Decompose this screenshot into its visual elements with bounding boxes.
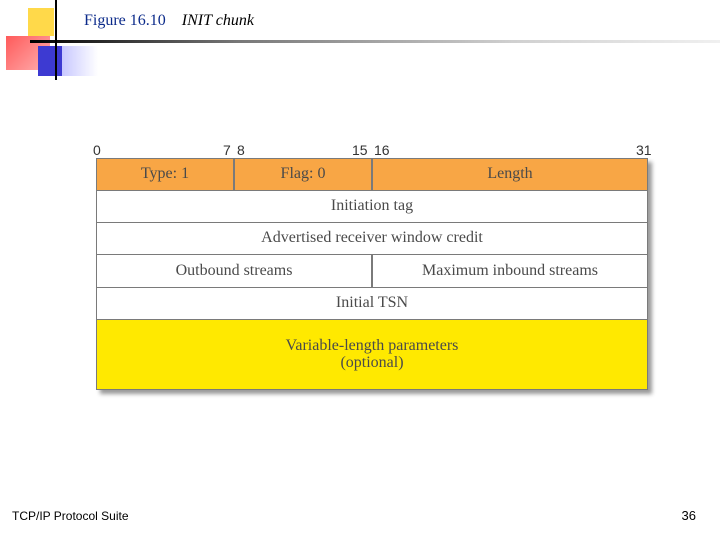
variable-params-field <box>96 319 648 390</box>
bit-label-15: 15 <box>352 142 368 158</box>
footer-source: TCP/IP Protocol Suite <box>12 509 129 523</box>
variable-params-label: Variable-length parameters <box>285 336 459 354</box>
adv-window-row <box>96 222 648 255</box>
decor-vertical-line <box>55 0 57 80</box>
page-number: 36 <box>681 508 696 523</box>
initiation-tag-row <box>96 190 648 223</box>
params-row <box>96 319 648 390</box>
flag-field: Flag: 0 <box>234 158 372 191</box>
init-chunk-diagram <box>96 158 648 390</box>
bit-label-8: 8 <box>237 142 245 158</box>
initial-tsn-field: Initial TSN <box>96 287 648 320</box>
figure-number: Figure 16.10 <box>84 12 166 29</box>
variable-params-note: (optional) <box>340 353 404 371</box>
decor-horizontal-line <box>30 40 720 43</box>
streams-row <box>96 254 648 288</box>
bit-label-16: 16 <box>374 142 390 158</box>
outbound-streams-field: Outbound streams <box>96 254 372 288</box>
decor-square-fade <box>62 46 98 76</box>
length-field: Length <box>372 158 648 191</box>
max-inbound-streams-field: Maximum inbound streams <box>372 254 648 288</box>
bit-label-7: 7 <box>223 142 231 158</box>
header-row <box>96 158 648 191</box>
decor-square-yellow <box>28 8 54 36</box>
bit-label-31: 31 <box>636 142 652 158</box>
adv-window-field: Advertised receiver window credit <box>96 222 648 255</box>
bit-label-0: 0 <box>93 142 101 158</box>
figure-title <box>84 12 254 30</box>
initiation-tag-field: Initiation tag <box>96 190 648 223</box>
decor-square-blue <box>38 46 62 76</box>
type-field: Type: 1 <box>96 158 234 191</box>
initial-tsn-row <box>96 287 648 320</box>
figure-name: INIT chunk <box>181 12 254 29</box>
